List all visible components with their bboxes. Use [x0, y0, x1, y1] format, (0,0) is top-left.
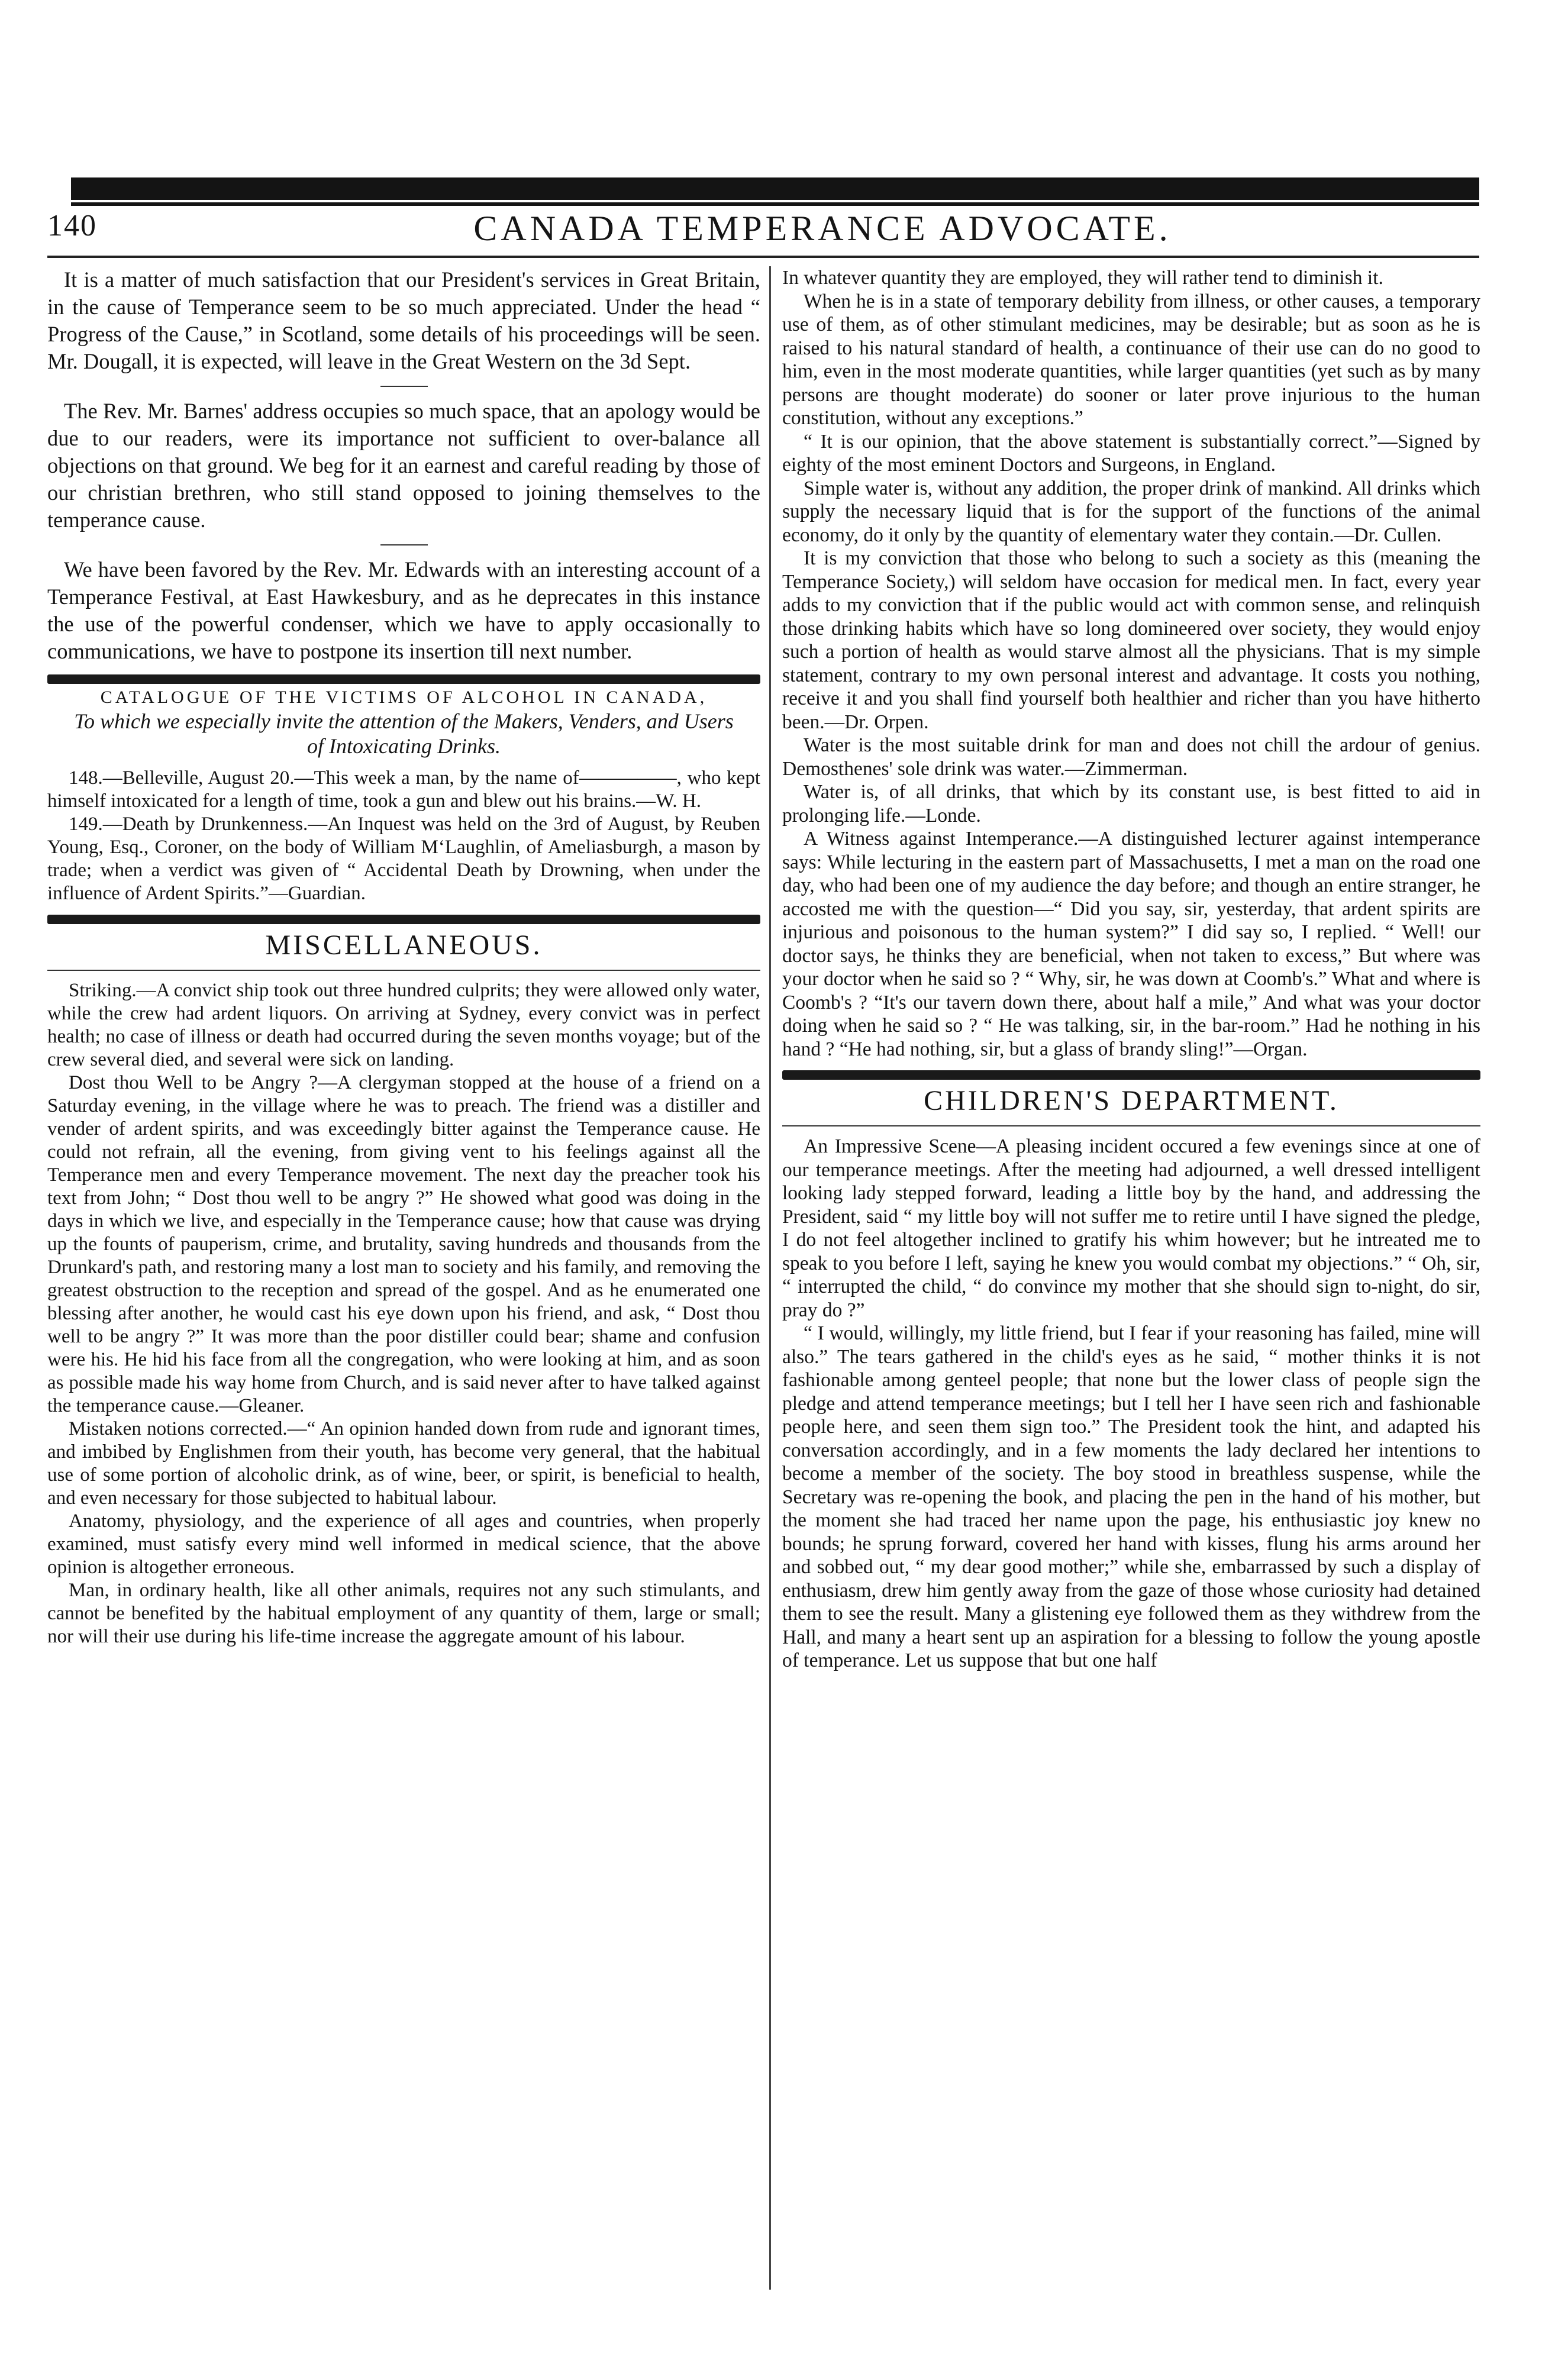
right-paragraph-witness: A Witness against Intemperance.—A distinguished lecturer against intemperance says: While lecturing in the eastern part of Massachusetts, I met a man on the road one day, who had been one of my audience the day before; and though an entire stranger, he accosted me with the question—“ Did you say, sir, yesterday, that ardent spirits are injurious and poisonous to the human system?” I did say so, I replied. “ Well! our doctor says, he thinks they are beneficial, when not taken to excess,” But where was your doctor when he said so ? “ Why, sir, he was down at Coomb's.” What and where is Coomb's ? “It's our tavern down there, about half a mile,” And what was your doctor doing when he said so ? “ He was talking, sir, in the bar-room.” Had he nothing in his hand ? “He had nothing, sir, but a glass of brandy sling!”—Organ.: [782, 828, 1480, 1060]
right-paragraph-cullen: Simple water is, without any addition, the proper drink of mankind. All drinks which supply the necessary liquid that is for the support of the functions of the animal economy, do it only by the quantity of elementary water they contain.—Dr. Cullen.: [782, 477, 1480, 546]
catalogue-entry-148: 148.—Belleville, August 20.—This week a man, by the name of—————, who kept himself intoxicated for a length of time, took a gun and blew out his brains.—W. H.: [47, 767, 760, 812]
catalogue-heading: CATALOGUE OF THE VICTIMS OF ALCOHOL IN CANADA,: [100, 687, 708, 707]
top-decorative-rule: [71, 202, 1479, 206]
right-paragraph-signed: “ It is our opinion, that the above statement is substantially correct.”—Signed by eighty of the most eminent Doctors and Surgeons, in England.: [782, 430, 1480, 476]
editorial-paragraph-edwards: We have been favored by the Rev. Mr. Edwards with an interesting account of a Temperance Festival, at East Hawkesbury, and as he deprecates in this instance the use of the powerful condenser, which we have to apply occasionally to communications, we have to postpone its insertion till next number.: [47, 557, 760, 663]
header-rule: [47, 256, 1479, 258]
catalogue-entry-149: 149.—Death by Drunkenness.—An Inquest was held on the 3rd of August, by Reuben Young, Esq., Coroner, on the body of William M‘Laughlin, of Ameliasburgh, a mason by trade; when a verdict was given of “ Accidental Death by Drowning, when under the influence of Ardent Spirits.”—Guardian.: [47, 814, 760, 904]
page-number: 140: [47, 209, 97, 243]
misc-dost-thou-well: Dost thou Well to be Angry ?—A clergyman stopped at the house of a friend on a Saturday evening, in the village where he was to preach. The friend was a distiller and vender of ardent spirits, and was exceedingly bitter against the Temperance cause. He could not refrain, all the evening, from giving vent to his feelings against all the Temperance men and every Temperance movement. The next day the preacher took his text from John; “ Dost thou well to be angry ?” He showed what good was doing in the days in which we live, and especially in the Temperance cause; how that cause was drying up the founts of pauperism, crime, and brutality, saving hundreds and thousands from the Drunkard's path, and restoring many a lost man to society and his family, and removing the greatest obstruction to the reception and spread of the gospel. And as he enumerated one blessing after another, he would cast his eye down upon his friend, and ask, “ Dost thou well to be angry ?” It was more than the poor distiller could bear; shame and confusion were his. He hid his face from all the congregation, who were looking at him, and as soon as possible made his way home from Church, and is said never after to have talked against the temperance cause.—Gleaner.: [47, 1072, 760, 1416]
misc-mistaken-notions: Mistaken notions corrected.—“ An opinion handed down from rude and ignorant times, and imbibed by Englishmen from their youth, has become very general, that the habitual use of some portion of alcoholic drink, as of wine, beer, or spirit, is beneficial to health, and even necessary for those subjected to habitual labour.: [47, 1418, 760, 1509]
right-column: [782, 266, 1480, 2349]
right-paragraph-1: In whatever quantity they are employed, they will rather tend to diminish it.: [782, 267, 1383, 289]
short-rule: [380, 544, 428, 545]
column-divider: [769, 266, 771, 2290]
misc-anatomy: Anatomy, physiology, and the experience of all ages and countries, when properly examined, must satisfy every mind well informed in medical science, that the above opinion is altogether erroneous.: [47, 1510, 760, 1578]
childrens-paragraph-2: “ I would, willingly, my little friend, but I fear if your reasoning has failed, mine will also.” The tears gathered in the child's eyes as he said, “ mother thinks it is not fashionable among genteel people; that none but the lower class of people sign the pledge and attend temperance meetings; but I tell her I have seen rich and fashionable people here, and seen them sign too.” The President took the hint, and adapted his conversation accordingly, and in a few moments the lady declared her intentions to become a member of the society. The boy stood in breathless suspense, while the Secretary was re-opening the book, and placing the pen in the hand of his mother, but the moment she had traced her name upon the page, his enthusiastic joy knew no bounds; he sprung forward, covered her hand with kisses, flung his arms around her and sobbed out, “ my dear good mother;” while she, embarrassed by such a display of enthusiasm, drew him gently away from the gaze of those whose curiosity had detained them to see the result. Many a glistening eye followed them as they withdrew from the Hall, and many a heart sent up an aspiration for a blessing to follow the young apostle of temperance. Let us suppose that but one half: [782, 1322, 1480, 1671]
left-column: [47, 266, 760, 2349]
misc-man-in-ordinary-health: Man, in ordinary health, like all other animals, requires not any such stimulants, and cannot be benefited by the habitual employment of any quantity of them, large or small; nor will their use during his life-time increase the aggregate amount of his labour.: [47, 1580, 760, 1647]
misc-striking: Striking.—A convict ship took out three hundred culprits; they were allowed only water, while the crew had ardent liquors. On arriving at Sydney, every convict was in perfect health; no case of illness or death had occurred during the seven months voyage; but of the crew several died, and several were sick on landing.: [47, 980, 760, 1070]
section-thick-rule: [782, 1070, 1480, 1080]
right-paragraph-2: When he is in a state of temporary debility from illness, or other causes, a temporary use of them, as of other stimulant medicines, may be desirable; but as soon as he is raised to his natural standard of health, a continuance of their use can do no good to him, even in the most moderate quantities, while larger quantities (yet such as by many persons are thought moderate) do sooner or later prove injurious to the human constitution, without any exceptions.”: [782, 290, 1480, 429]
catalogue-subheading: To which we especially invite the attention of the Makers, Venders, and Users of Intoxicating Drinks.: [74, 709, 734, 758]
heading-rule: [47, 970, 760, 971]
childrens-paragraph-1: An Impressive Scene—A pleasing incident occured a few evenings since at one of our temperance meetings. After the meeting had adjourned, a well dressed intelligent looking lady stepped forward, leading a little boy by the hand, and addressing the President, said “ my little boy will not suffer me to retire until I have signed the pledge, I do not feel altogether inclined to gratify his whim however; but he intreated me to speak to you before I left, saying he knew you would combat my objections.” “ Oh, sir, “ interrupted the child, “ do convince my mother that she should sign to-night, do sir, pray do ?”: [782, 1135, 1480, 1321]
section-thick-rule: [47, 915, 760, 924]
top-decorative-bar: [71, 177, 1479, 200]
editorial-paragraph-barnes: The Rev. Mr. Barnes' address occupies so much space, that an apology would be due to our readers, were its importance not sufficient to over-balance all objections on that ground. We beg for it an earnest and careful reading by those of our christian brethren, who still stand opposed to joining themselves to the temperance cause.: [47, 399, 760, 532]
section-thick-rule: [47, 674, 760, 684]
editorial-paragraph-president: It is a matter of much satisfaction that our President's services in Great Britain, in the cause of Temperance seem to be so much appreciated. Under the head “ Progress of the Cause,” in Scotland, some details of his proceedings will be seen. Mr. Dougall, it is expected, will leave in the Great Western on the 3d Sept.: [47, 267, 760, 373]
short-rule: [380, 386, 428, 387]
running-head-title: CANADA TEMPERANCE ADVOCATE.: [473, 209, 1172, 248]
right-paragraph-londe: Water is, of all drinks, that which by its constant use, is best fitted to aid in prolonging life.—Londe.: [782, 781, 1480, 827]
right-paragraph-zimmerman: Water is the most suitable drink for man and does not chill the ardour of genius. Demosthenes' sole drink was water.—Zimmerman.: [782, 734, 1480, 780]
childrens-heading: CHILDREN'S DEPARTMENT.: [924, 1085, 1339, 1116]
heading-rule: [782, 1125, 1480, 1126]
right-paragraph-orpen: It is my conviction that those who belong to such a society as this (meaning the Temperance Society,) will seldom have occasion for medical men. In fact, every year adds to my conviction that if the public would act with common sense, and relinquish those drinking habits which have so long domineered over society, they would enjoy such a portion of health as would starve almost all the physicians. That is my simple statement, contrary to my own personal interest and advantage. It costs you nothing, receive it and you shall find yourself both healthier and richer than you have hitherto been.—Dr. Orpen.: [782, 547, 1480, 733]
miscellaneous-heading: MISCELLANEOUS.: [265, 929, 543, 961]
